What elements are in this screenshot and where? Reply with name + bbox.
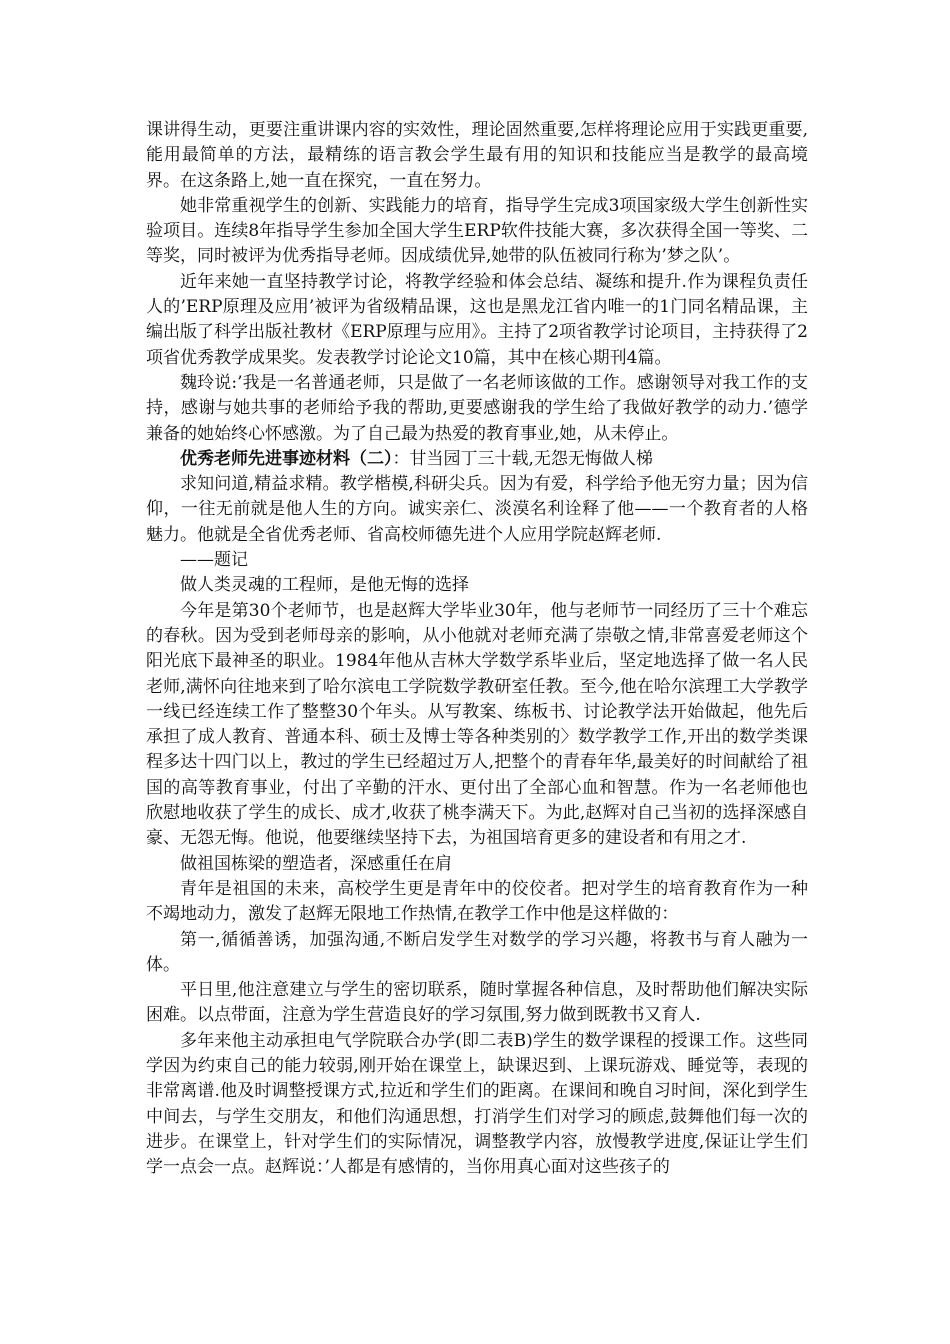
- paragraph: 多年来他主动承担电气学院联合办学(即二表B)学生的数学课程的授课工作。这些同学因为约束自己的能力较弱,刚开始在课堂上，缺课迟到、上课玩游戏、睡觉等，表现的非常离谱.他及时调整授课方式,拉近和学生们的距离。在课间和晚自习时间，深化到学生中间去，与学生交朋友，和他们沟通思想，打消学生们对学习的顾虑,鼓舞他们每一次的进步。在课堂上，针对学生们的实际情况，调整教学内容，放慢教学进度,保证让学生们学一点会一点。赵辉说：’人都是有感情的，当你用真心面对这些孩子的: [146, 1030, 808, 1178]
- paragraph: 她非常重视学生的创新、实践能力的培育，指导学生完成3项国家级大学生创新性实验项目。连续8年指导学生参加全国大学生ERP软件技能大赛，多次获得全国一等奖、二等奖，同时被评为优秀指导老师。因成绩优异,她带的队伍被同行称为’梦之队’。: [146, 195, 808, 267]
- paragraph: 求知问道,精益求精。教学楷模,科研尖兵。因为有爱，科学给予他无穷力量；因为信仰，一往无前就是他人生的方向。诚实亲仁、淡漠名利诠释了他——一个教育者的人格魅力。他就是全省优秀老师、省高校师德先进个人应用学院赵辉老师.: [146, 474, 808, 545]
- document-page: [146, 118, 808, 1180]
- paragraph: 今年是第30个老师节，也是赵辉大学毕业30年，他与老师节一同经历了三十个难忘的春秋。因为受到老师母亲的影响，从小他就对老师充满了崇敬之情,非常喜爱老师这个阳光底下最神圣的职业。1984年他从吉林大学数学系毕业后，坚定地选择了做一名人民老师,满怀向往地来到了哈尔滨电工学院数学教研室任教。至今,他在哈尔滨理工大学教学一线已经连续工作了整整30个年头。从写教案、练板书、讨论教学法开始做起，他先后承担了成人教育、普通本科、硕士及博士等各种类别的〉数学教学工作,开出的数学类课程多达十四门以上，教过的学生已经超过万人,把整个的青春年华,最美好的时间献给了祖国的高等教育事业，付出了辛勤的汗水、更付出了全部心血和智慧。作为一名老师他也欣慰地收获了学生的成长、成才,收获了桃李满天下。为此,赵辉对自己当初的选择深感自豪、无怨无悔。他说，他要继续坚持下去，为祖国培育更多的建设者和有用之才.: [146, 600, 808, 849]
- subheading: 做人类灵魂的工程师，是他无悔的选择: [180, 575, 469, 596]
- subheading: 做祖国栋梁的塑造者，深感重任在肩: [180, 853, 452, 874]
- section-title: 优秀老师先进事迹材料（二）: [180, 448, 393, 469]
- paragraph: 平日里,他注意建立与学生的密切联系，随时掌握各种信息，及时帮助他们解决实际困难。以点带面，注意为学生营造良好的学习氛围,努力做到既教书又育人.: [146, 980, 808, 1026]
- paragraph: 第一,循循善诱，加强沟通,不断启发学生对数学的学习兴趣，将教书与育人融为一体。: [146, 929, 808, 975]
- section-heading: [146, 447, 808, 472]
- section-subtitle: ：甘当园丁三十载,无怨无悔做人梯: [392, 448, 653, 469]
- paragraph: 课讲得生动，更要注重讲课内容的实效性，理论固然重要,怎样将理论应用于实践更重要,能用最简单的方法，最精练的语言教会学生最有用的知识和技能应当是教学的最高境界。在这条路上,她一直在探究，一直在努力。: [146, 120, 808, 191]
- paragraph: 青年是祖国的未来，高校学生更是青年中的佼佼者。把对学生的培育教育作为一种不竭地动力，激发了赵辉无限地工作热情,在教学工作中他是这样做的：: [146, 878, 808, 925]
- epigraph-label: ——题记: [180, 550, 248, 571]
- paragraph: 魏玲说:’我是一名普通老师，只是做了一名老师该做的工作。感谢领导对我工作的支持，感谢与她共事的老师给予我的帮助,更要感谢我的学生给了我做好教学的动力.’德学兼备的她始终心怀感激。为了自己最为热爱的教育事业,她，从未停止。: [146, 372, 808, 444]
- paragraph: 近年来她一直坚持教学讨论，将教学经验和体会总结、凝练和提升.作为课程负责任人的’ERP原理及应用’被评为省级精品课，这也是黑龙江省内唯一的1门同名精品课，主编出版了科学出版社教材《ERP原理与应用》。主持了2项省教学讨论项目，主持获得了2项省优秀教学成果奖。发表教学讨论论文10篇，其中在核心期刊4篇。: [146, 271, 808, 368]
